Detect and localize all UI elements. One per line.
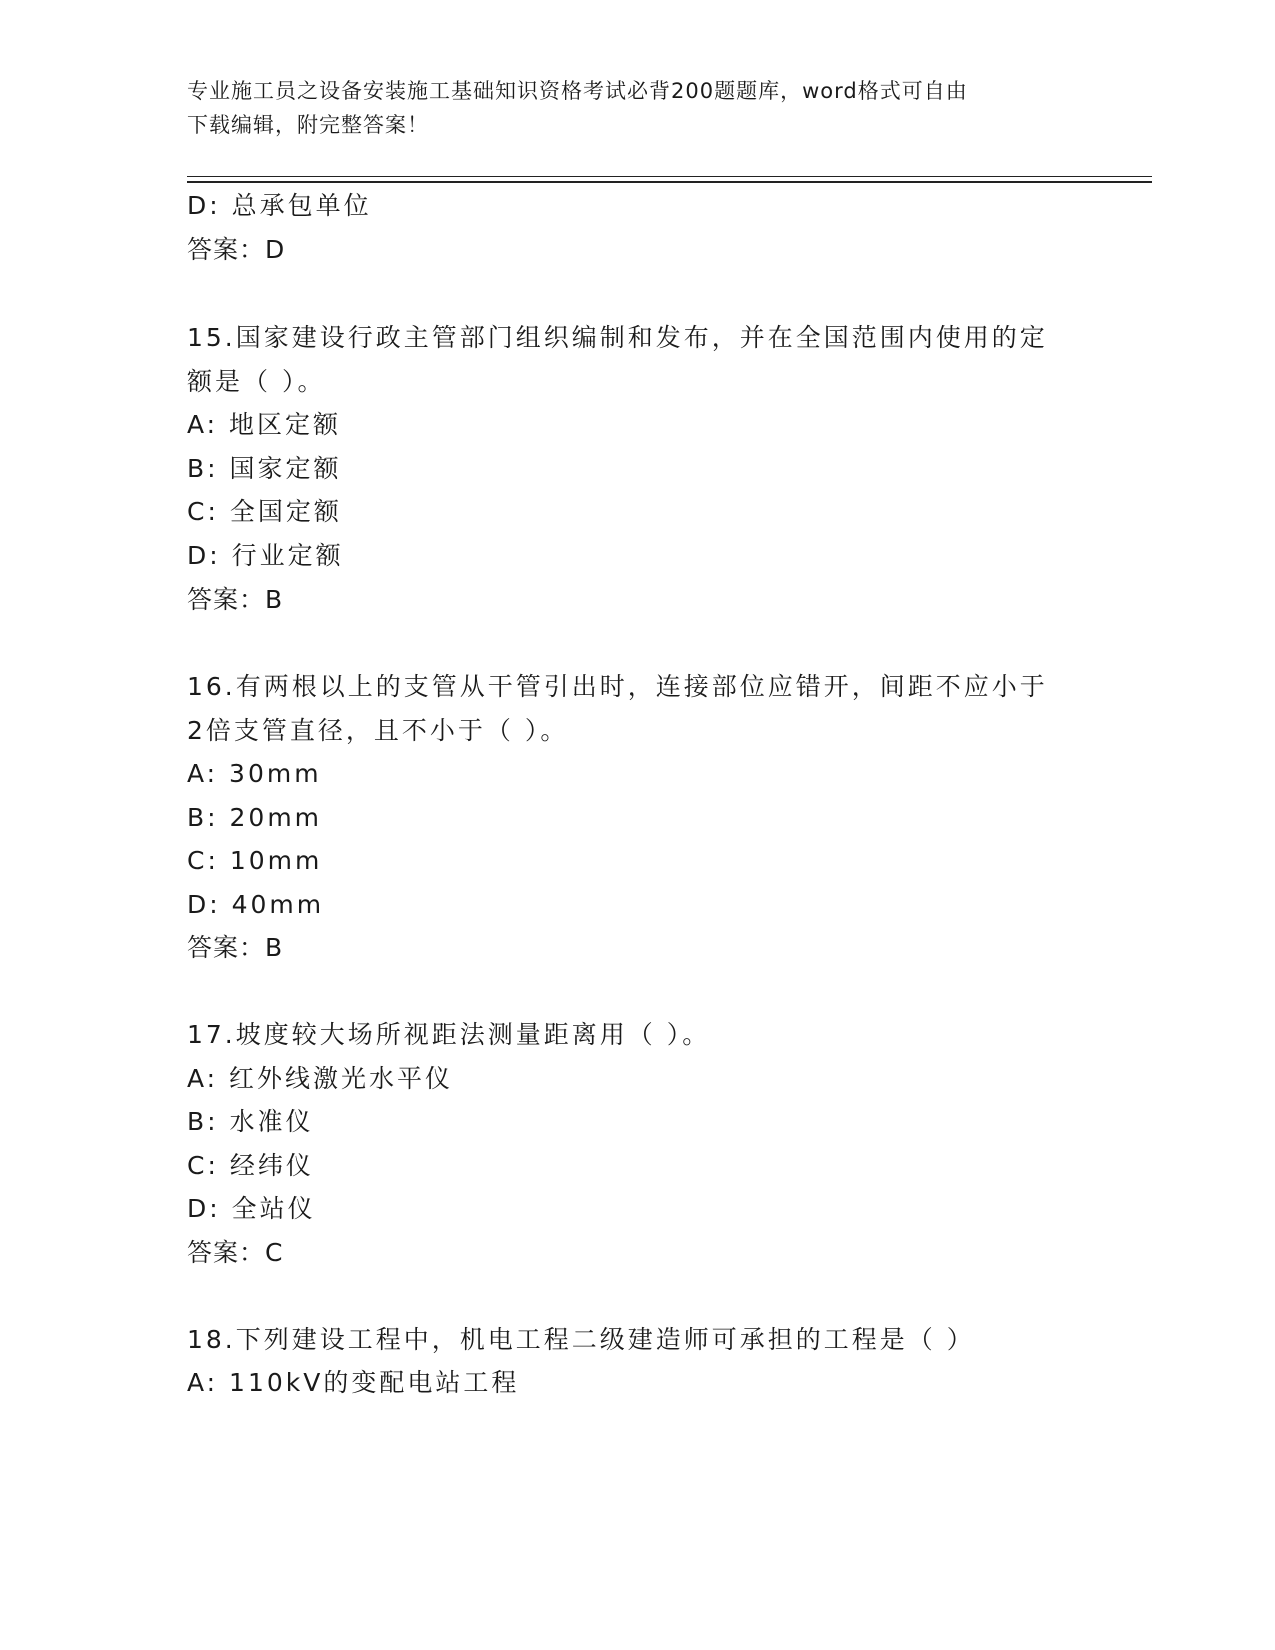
- q17-option-c: C: 经纬仪: [187, 1151, 314, 1180]
- q15-option-a: A: 地区定额: [187, 410, 342, 439]
- q15-stem-line1: 15.国家建设行政主管部门组织编制和发布，并在全国范围内使用的定: [187, 323, 1048, 352]
- q15-answer: 答案：B: [187, 585, 284, 614]
- q16-stem-line2: 2倍支管直径，且不小于（ ）。: [187, 716, 569, 745]
- q15-option-c: C: 全国定额: [187, 497, 342, 526]
- q16-option-b: B: 20mm: [187, 803, 323, 832]
- q16-stem-line1: 16.有两根以上的支管从干管引出时，连接部位应错开，间距不应小于: [187, 672, 1048, 701]
- q16-option-c: C: 10mm: [187, 846, 323, 875]
- header-divider-thin: [187, 176, 1152, 177]
- q17-option-a: A: 红外线激光水平仪: [187, 1064, 454, 1093]
- q15-option-d: D: 行业定额: [187, 541, 344, 570]
- q16-option-d: D: 40mm: [187, 890, 325, 919]
- q17-answer: 答案：C: [187, 1238, 284, 1267]
- q17-stem-line1: 17.坡度较大场所视距法测量距离用（ ）。: [187, 1020, 711, 1049]
- header-divider-thick: [187, 181, 1152, 183]
- document-header: [187, 74, 1067, 142]
- prev-option-d: D: 总承包单位: [187, 191, 372, 220]
- q15-option-b: B: 国家定额: [187, 454, 342, 483]
- q18-option-a: A: 110kV的变配电站工程: [187, 1368, 520, 1397]
- header-title-line1: 专业施工员之设备安装施工基础知识资格考试必背200题题库，word格式可自由: [187, 79, 968, 103]
- q18-stem-line1: 18.下列建设工程中，机电工程二级建造师可承担的工程是（ ）: [187, 1325, 975, 1354]
- q16-option-a: A: 30mm: [187, 759, 322, 788]
- q15-stem-line2: 额是（ ）。: [187, 367, 326, 396]
- q16-answer: 答案：B: [187, 933, 284, 962]
- header-title-line2: 下载编辑，附完整答案！: [187, 113, 429, 137]
- q17-option-b: B: 水准仪: [187, 1107, 314, 1136]
- q17-option-d: D: 全站仪: [187, 1194, 316, 1223]
- prev-answer: 答案：D: [187, 235, 286, 264]
